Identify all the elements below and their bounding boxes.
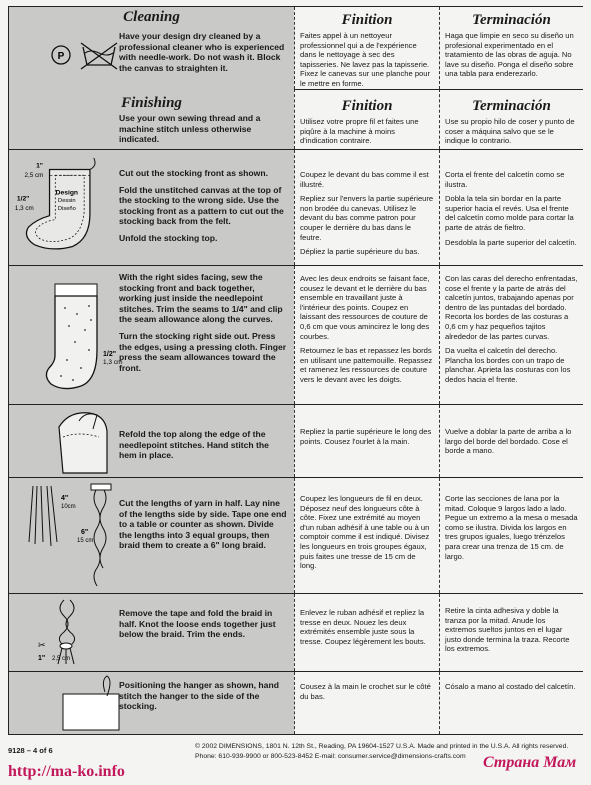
dry-clean-letter: P (57, 51, 65, 62)
page-number: 9128 – 4 of 6 (8, 746, 53, 755)
step3-french-cell: Repliez la partie supérieure le long des points. Cousez l'ourlet à la main. (294, 405, 439, 477)
step2-label: 1/2" (103, 351, 117, 358)
step4-english-cell (8, 478, 294, 593)
step3-english-cell (8, 405, 294, 477)
step4-text-en: Cut the lengths of yarn in half. Lay nine of the lengths side by side. Tape one end to a table or counter as shown. Divide the lengths into 3 equal groups, then braid them to create a 6" long braid. (119, 498, 287, 551)
step5-label: 1" (38, 655, 46, 662)
step4-french-cell: Coupez les longueurs de fil en deux. Déposez neuf des longueurs côte à côte. Fixez une extrémité au moyen d'un ruban adhésif à une table ou à un comptoir comme il est indiqué. Divisez les longueurs en trois groupes égaux, puis faites une tresse de 15 cm de long. (294, 478, 439, 593)
finishing-heading: Finishing (121, 95, 182, 111)
site-url-link[interactable]: http://ma-ko.info (8, 763, 125, 780)
copyright-line: © 2002 DIMENSIONS, 1801 N. 12th St., Reading, PA 19604-1527 U.S.A. Made and printed in the U.S.A. All rights reserved. (195, 743, 569, 750)
scissors-icon: ✂ (38, 641, 46, 651)
watermark-logo: Страна Мам (483, 754, 577, 771)
step4-label-a-cm: 10cm (61, 504, 76, 510)
step2-text-en: With the right sides facing, sew the stocking front and back together, working just inside the needlepoint stitches. Trim the seams to 1/4" and clip the seam allowance along the curves. Turn the stocking right side out. Press the edges, using a pressing cloth. Finger press the seam allowances toward the front. (119, 272, 287, 373)
step5-french-cell: Enlevez le ruban adhésif et repliez la tresse en deux. Nouez les deux extrémités ensemble juste sous la tresse. Coupez légèrement les bouts. (294, 594, 439, 671)
finishing-text-en: Use your own sewing thread and a machine stitch unless otherwise indicated. (119, 113, 261, 145)
finition-heading-2: Finition (341, 98, 393, 114)
finishing-english-cell (8, 89, 294, 149)
step3-spanish-cell: Vuelve a doblar la parte de arriba a lo largo del borde del bordado. Cose el borde a mano. (439, 405, 583, 477)
step2-spanish-cell: Con las caras del derecho enfrentadas, cose el frente y la parte de atrás del calcetín juntos, trabajando apenas por dentro de las puntadas del bordado. Recorta los bordes de las costuras a 0,6 cm y haz pequeños tajitos alrededor de las partes curvas. Da vuelta el calcetín del derecho. Plancha los bordes con un trapo de planchar. Aprieta las costuras con los dedos hacia el frente. (439, 266, 583, 404)
cleaning-spanish-cell (439, 7, 583, 89)
step-row-2 (8, 266, 583, 405)
instruction-table (8, 6, 583, 736)
step-row-1 (8, 150, 583, 266)
finishing-text-fr: Utilisez votre propre fil et faites une piqûre à la machine à moins d'indication contraire. (300, 117, 419, 146)
cleaning-english-cell (8, 7, 294, 89)
step1-spanish-cell: Corta el frente del calcetín como se ilustra. Dobla la tela sin bordar en la parte superior hacia el revés. Usa el frente del calcetín como molde para cortar la parte de atrás de fieltro. Desdobla la parte superior del calcetín. (439, 150, 583, 265)
step1-label-side-cm: 1,3 cm (14, 204, 34, 212)
terminacion-heading-2: Terminación (472, 98, 551, 114)
step-row-3 (8, 405, 583, 478)
design-word-en: Design (55, 189, 79, 197)
finishing-section (8, 89, 583, 150)
step1-french-cell: Coupez le devant du bas comme il est illustré. Repliez sur l'envers la partie supérieure non brodée du canevas. Utilisez le devant du bas comme patron pour couper le derrière du bas dans le feutre. Dépliez la partie supérieure du bas. (294, 150, 439, 265)
step1-text-en: Cut out the stocking front as shown. Fold the unstitched canvas at the top of the stocking to the wrong side. Use the stocking front as a pattern to cut out the stocking back from the felt. Unfold the stocking top. (119, 168, 284, 243)
cleaning-heading: Cleaning (123, 9, 180, 25)
step4-label-b-cm: 15 cm (77, 538, 94, 544)
step1-label-top: 1" (36, 162, 44, 170)
finition-heading: Finition (341, 12, 393, 28)
page-footer (0, 738, 591, 785)
design-word-fr: Dessin (58, 198, 76, 205)
step-row-5 (8, 594, 583, 672)
step1-label-side: 1/2" (16, 195, 30, 203)
braiding-illustration (19, 482, 119, 590)
step5-label-cm: 2,5 cm (52, 656, 71, 662)
step4-label-a: 4" (61, 495, 69, 502)
step6-french-cell: Cousez à la main le crochet sur le côté du bas. (294, 672, 439, 734)
step5-spanish-cell: Retire la cinta adhesiva y doble la tranza por la mitad. Anude los extremos sueltos juntos en el lugar justo donde termina la traza. Recorte los extremos. (439, 594, 583, 671)
step4-spanish-cell: Corte las secciones de lana por la mitad. Coloque 9 largos lado a lado. Pegue un extremo a la mesa o mesada como se ilustra. Divida los largos en tres grupos iguales, luego trénzelos para crear una trenza de 15 cm. de largo. (439, 478, 583, 593)
step4-label-b: 6" (81, 529, 89, 536)
cleaning-text-es: Haga que limpie en seco su diseño un profesional experimentado en el tratamiento de las obras de aguja. No lave su diseño. Ponga el diseño sobre una tabla para enderezarlo. (445, 31, 574, 79)
step6-english-cell (8, 672, 294, 734)
step-row-4 (8, 478, 583, 594)
finishing-text-es: Use su propio hilo de coser y punto de coser a máquina salvo que se le indique lo contrario. (445, 117, 575, 146)
cleaning-text-fr: Faites appel à un nettoyeur professionnel qui a de l'expérience dans le nettoyage à sec des tapisseries. Ne lavez pas la tapisserie. Fixez le canevas sur une planche pour le mettre en forme. (300, 31, 431, 88)
cleaning-french-cell (294, 7, 439, 89)
cleaning-text-en: Have your design dry cleaned by a professional cleaner who is experienced with needle-work. Do not wash it. Block the canvas to straighten it. (119, 31, 285, 73)
cleaning-section (8, 6, 583, 90)
step5-english-cell (8, 594, 294, 671)
finishing-french-cell (294, 89, 439, 149)
step5-text-en: Remove the tape and fold the braid in half. Knot the loose ends together just below the braid. Trim the ends. (119, 608, 276, 640)
step2-english-cell (8, 266, 294, 404)
terminacion-heading: Terminación (472, 12, 551, 28)
step-row-6 (8, 672, 583, 735)
contact-line: Phone: 610-939-9900 or 800-523-8452 E-mail: consumer.service@dimensions-crafts.com (195, 753, 466, 760)
stocking-pattern-illustration (13, 154, 113, 262)
step2-label-cm: 1,3 cm (103, 359, 123, 366)
step2-french-cell: Avec les deux endroits se faisant face, cousez le devant et le derrière du bas ensemble en travaillant juste à l'intérieur des points. Coupez en laissant des ressources de couture de 0,6 cm que vous amincirez le long des courbes. Retournez le bas et repassez les bords en utilisant une pattemouille. Repassez et ramenez les ressources de couture vers le devant avec les doigts. (294, 266, 439, 404)
knot-braid-illustration (29, 596, 129, 668)
step3-text-en: Refold the top along the edge of the needlepoint stitches. Hand stitch the hem in place. (119, 429, 269, 461)
step1-english-cell (8, 150, 294, 265)
step6-text-en: Positioning the hanger as shown, hand stitch the hanger to the side of the stocking. (119, 680, 279, 712)
finishing-spanish-cell (439, 89, 583, 149)
step6-spanish-cell: Cósalo a mano al costado del calcetín. (439, 672, 583, 734)
step1-label-top-cm: 2,5 cm (24, 172, 44, 180)
design-word-es: Diseño (57, 205, 76, 212)
